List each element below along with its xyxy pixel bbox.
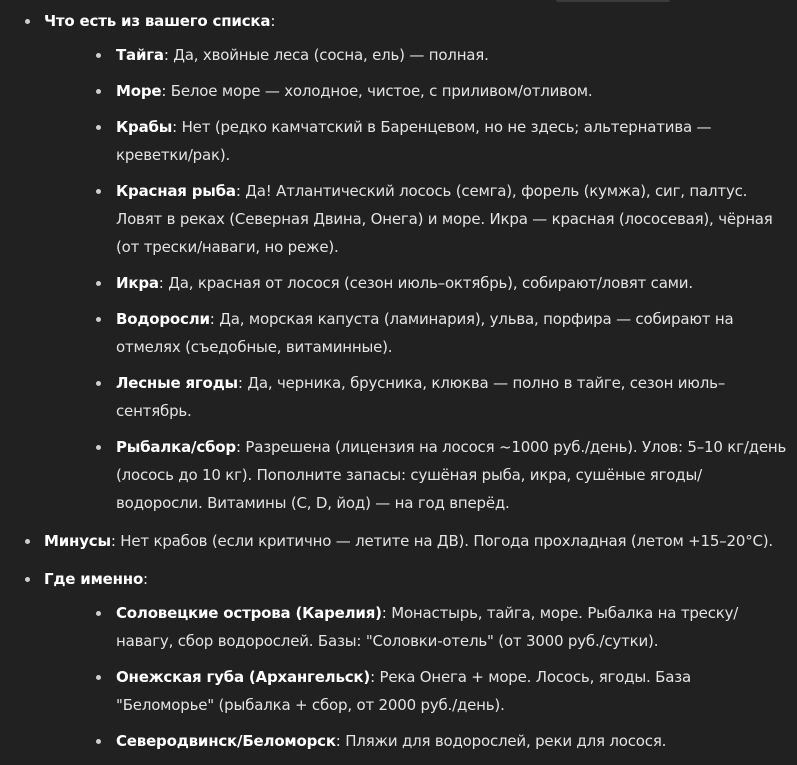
item-desc: Нет крабов (если критично — летите на ДВ). Погода прохладная (летом +15–20°C). [115,532,773,550]
item-colon: : [237,374,243,392]
top-edge-artifact [556,0,670,2]
sub-item-desc: Да, красная от лосося (сезон июль–октябрь), собирают/ловят сами. [163,274,693,292]
bullet-dot-icon [96,317,101,322]
item-colon: : [143,570,148,588]
sub-item-desc: Белое море — холодное, чистое, с приливом/отливом. [166,82,593,100]
list-item-minuses [0,527,797,555]
item-colon: : [158,274,164,292]
sub-item-desc: Да! Атлантический лосось (семга), форель (кумжа), сиг, палтус. Ловят в реках (Северная Двина, Онега) и море. Икра — красная (лососевая), чёрная (от трески/наваги, но реже). [116,182,773,256]
sub-item-term: Онежская губа (Архангельск) [116,668,371,686]
sub-item-desc: Да, морская капуста (ламинария), ульва, порфира — собирают на отмелях (съедобные, витаминные). [116,310,734,356]
sub-item-term: Море [116,82,162,100]
item-colon: : [163,46,169,64]
bullet-dot-icon [25,539,30,544]
sub-item-term: Красная рыба [116,182,236,200]
sub-list-item [44,77,797,105]
list-item-where-exactly [0,565,797,755]
list-item-what-exists [0,7,797,517]
sub-list-item [44,41,797,69]
item-term: Где именно [44,570,144,588]
bullet-dot-icon [96,125,101,130]
main-list [0,7,797,755]
message-content [0,7,797,765]
item-term: Что есть из вашего списка [44,12,271,30]
item-colon: : [381,604,387,622]
item-term: Минусы [44,532,111,550]
sub-list-item [44,663,797,719]
sub-item-desc: Да, хвойные леса (сосна, ель) — полная. [168,46,489,64]
sub-item-term: Рыбалка/сбор [116,438,236,456]
bullet-dot-icon [96,189,101,194]
bullet-dot-icon [96,675,101,680]
sub-item-term: Лесные ягоды [116,374,238,392]
item-colon: : [370,668,375,686]
sub-list-item [44,727,797,755]
sub-item-desc: Пляжи для водорослей, реки для лосося. [340,732,667,750]
bullet-dot-icon [96,281,101,286]
sub-item-desc: Разрешена (лицензия на лосося ~1000 руб./день). Улов: 5–10 кг/день (лосось до 10 кг). Пополните запасы: сушёная рыба, икра, сушёные ягоды/водоросли. Витамины (C, D, йод) — на год вперёд. [116,438,787,512]
item-colon: : [161,82,167,100]
sub-item-term: Соловецкие острова (Карелия) [116,604,382,622]
sub-list-item [44,369,797,425]
bullet-dot-icon [25,577,30,582]
sub-item-term: Икра [116,274,159,292]
sub-item-desc: Монастырь, тайга, море. Рыбалка на треску/навагу, сбор водорослей. Базы: "Соловки-отель" (от 3000 руб./сутки). [116,604,739,650]
item-colon: : [209,310,215,328]
bullet-dot-icon [96,89,101,94]
sub-list-item [44,269,797,297]
sub-list [44,41,797,517]
item-colon: : [335,732,341,750]
item-colon: : [110,532,116,550]
item-colon: : [270,12,276,30]
sub-item-desc: Да, черника, брусника, клюква — полно в тайге, сезон июль–сентябрь. [116,374,726,420]
bullet-dot-icon [96,445,101,450]
sub-item-term: Крабы [116,118,173,136]
bullet-dot-icon [25,19,30,24]
bullet-dot-icon [96,611,101,616]
sub-item-term: Тайга [116,46,164,64]
sub-item-desc: Нет (редко камчатский в Баренцевом, но не здесь; альтернатива — креветки/рак). [116,118,712,164]
item-colon: : [235,182,241,200]
item-colon: : [172,118,178,136]
sub-item-term: Водоросли [116,310,210,328]
sub-list [44,599,797,755]
bullet-dot-icon [96,53,101,58]
bullet-dot-icon [96,739,101,744]
bullet-dot-icon [96,381,101,386]
sub-list-item [44,305,797,361]
sub-list-item [44,599,797,655]
item-colon: : [235,438,241,456]
sub-item-term: Северодвинск/Беломорск [116,732,336,750]
sub-list-item [44,113,797,169]
sub-list-item [44,433,797,517]
sub-list-item [44,177,797,261]
sub-item-desc: Река Онега + море. Лосось, ягоды. База "Беломорье" (рыбалка + сбор, от 2000 руб./день). [116,668,691,714]
